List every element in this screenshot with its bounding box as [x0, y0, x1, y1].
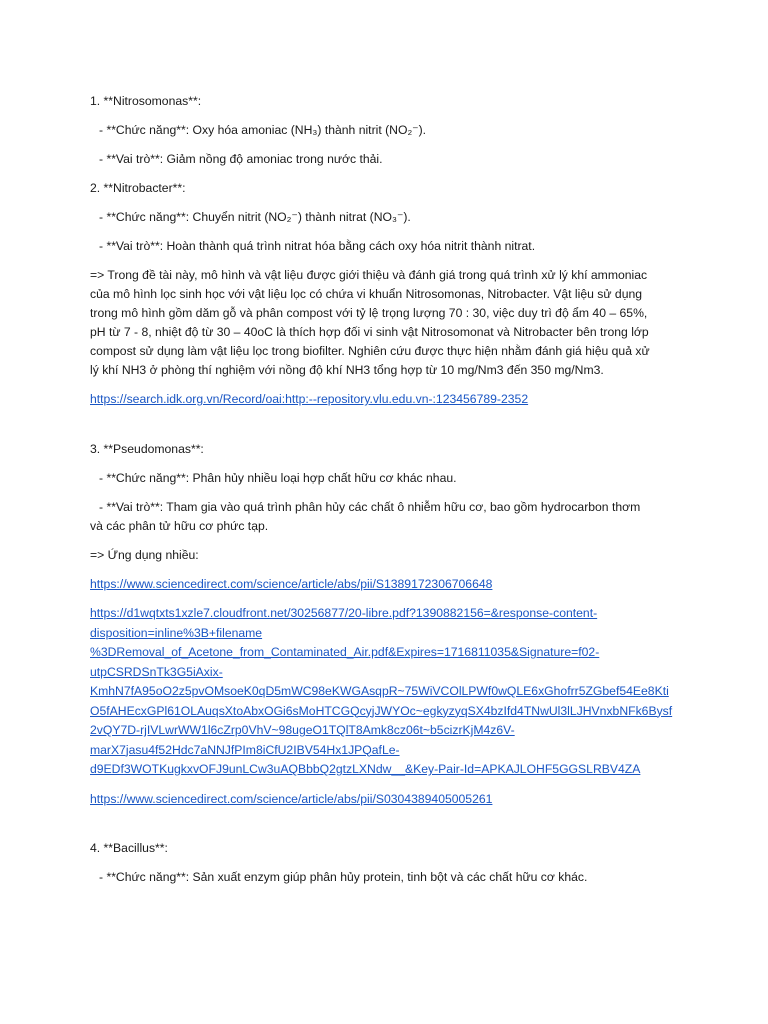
section-1-heading: 1. **Nitrosomonas**: — [90, 94, 202, 108]
document-page — [90, 92, 680, 887]
reference-link-sciencedirect-2[interactable]: https://www.sciencedirect.com/science/article/abs/pii/S0304389405005261 — [90, 791, 493, 806]
link-line[interactable]: %3DRemoval_of_Acetone_from_Contaminated_Air.pdf&Expires=1716811035&Signature=f02- — [90, 645, 600, 659]
summary-paragraph — [90, 266, 680, 380]
section-3-role — [90, 498, 680, 536]
reference-link-vlu[interactable]: https://search.idk.org.vn/Record/oai:http:--repository.vlu.edu.vn-:123456789-2352 — [90, 392, 529, 406]
link-line[interactable]: disposition=inline%3B+filename — [90, 625, 263, 640]
link-line[interactable]: utpCSRDSnTk3G5iAxix- — [90, 664, 223, 679]
section-1-role: - **Vai trò**: Giảm nồng độ amoniac trong nước thải. — [99, 152, 383, 166]
summary-line: lý khí NH3 ở phòng thí nghiệm với nồng độ khí NH3 tổng hợp từ 10 mg/Nm3 đến 350 mg/Nm3. — [90, 363, 604, 377]
link-line[interactable]: 2vQY7D-rjIVLwrWW1l6cZrp0VhV~98ugeO1TQlT8Amk8cz06t~b5cizrKjM4z6V- — [90, 723, 515, 737]
link-line[interactable]: https://d1wqtxts1xzle7.cloudfront.net/30256877/20-libre.pdf?1390882156=&response-content- — [90, 606, 598, 620]
summary-line: của mô hình lọc sinh học với vật liệu lọc có chứa vi khuẩn Nitrosomonas, Nitrobacter. Vật liệu sử dụng — [90, 287, 643, 301]
link-line[interactable]: d9EDf3WOTKugkxvOFJ9unLCw3uAQBbbQ2gtzLXNdw__&Key-Pair-Id=APKAJLOHF5GGSLRBV4ZA — [90, 762, 641, 776]
section-3-role-line: và các phân tử hữu cơ phức tạp. — [90, 518, 269, 533]
section-3-application: => Ứng dụng nhiều: — [90, 547, 199, 562]
section-3-heading: 3. **Pseudomonas**: — [90, 441, 204, 456]
section-4-heading: 4. **Bacillus**: — [90, 841, 168, 855]
link-line[interactable]: O5fAHEcxGPl61OLAuqsXtoAbxOGi6sMoHTCGQcyjJWYOc~egkyzyqSX4bzIfd4TNwUl3lLJHVnxbNFk6Bysf — [90, 703, 673, 718]
summary-line: pH từ 7 - 8, nhiệt độ từ 30 – 40oC là thích hợp đối vi sinh vật Nitrosomonat và Nitrobacter bên trong lớp — [90, 325, 649, 339]
section-3-role-line: - **Vai trò**: Tham gia vào quá trình phân hủy các chất ô nhiễm hữu cơ, bao gồm hydrocarbon thơm — [99, 499, 641, 514]
summary-line: compost sử dụng làm vật liệu lọc trong biofilter. Nghiên cứu được thực hiện nhằm đánh giá hiệu quả xử — [90, 344, 650, 358]
section-4-function: - **Chức năng**: Sản xuất enzym giúp phân hủy protein, tinh bột và các chất hữu cơ khác. — [99, 870, 588, 884]
section-1-function: - **Chức năng**: Oxy hóa amoniac (NH₃) thành nitrit (NO₂⁻). — [99, 123, 427, 137]
reference-link-cloudfront[interactable] — [90, 604, 680, 780]
link-line[interactable]: marX7jasu4f52Hdc7aNNJfPIm8iCfU2IBV54Hx1JPQafLe- — [90, 742, 400, 757]
section-2-role: - **Vai trò**: Hoàn thành quá trình nitrat hóa bằng cách oxy hóa nitrit thành nitrat. — [99, 239, 536, 253]
summary-line: => Trong đề tài này, mô hình và vật liệu được giới thiệu và đánh giá trong quá trình xử lý khí ammoniac — [90, 268, 648, 282]
section-2-function: - **Chức năng**: Chuyển nitrit (NO₂⁻) thành nitrat (NO₃⁻). — [99, 210, 411, 224]
section-3-function: - **Chức năng**: Phân hủy nhiều loại hợp chất hữu cơ khác nhau. — [99, 470, 457, 485]
summary-line: trong mô hình gồm dăm gỗ và phân compost với tỷ lệ trọng lượng 70 : 30, việc duy trì độ ẩm 40 – 65%, — [90, 306, 648, 320]
link-line[interactable]: KmhN7fA95oO2z5pvOMsoeK0qD5mWC98eKWGAsqpR~75WiVCOlLPWf0wQLE6xGhofrr5ZGbef54Ee8Kti — [90, 684, 669, 698]
reference-link-sciencedirect-1[interactable]: https://www.sciencedirect.com/science/article/abs/pii/S1389172306706648 — [90, 576, 493, 591]
section-2-heading: 2. **Nitrobacter**: — [90, 181, 186, 195]
